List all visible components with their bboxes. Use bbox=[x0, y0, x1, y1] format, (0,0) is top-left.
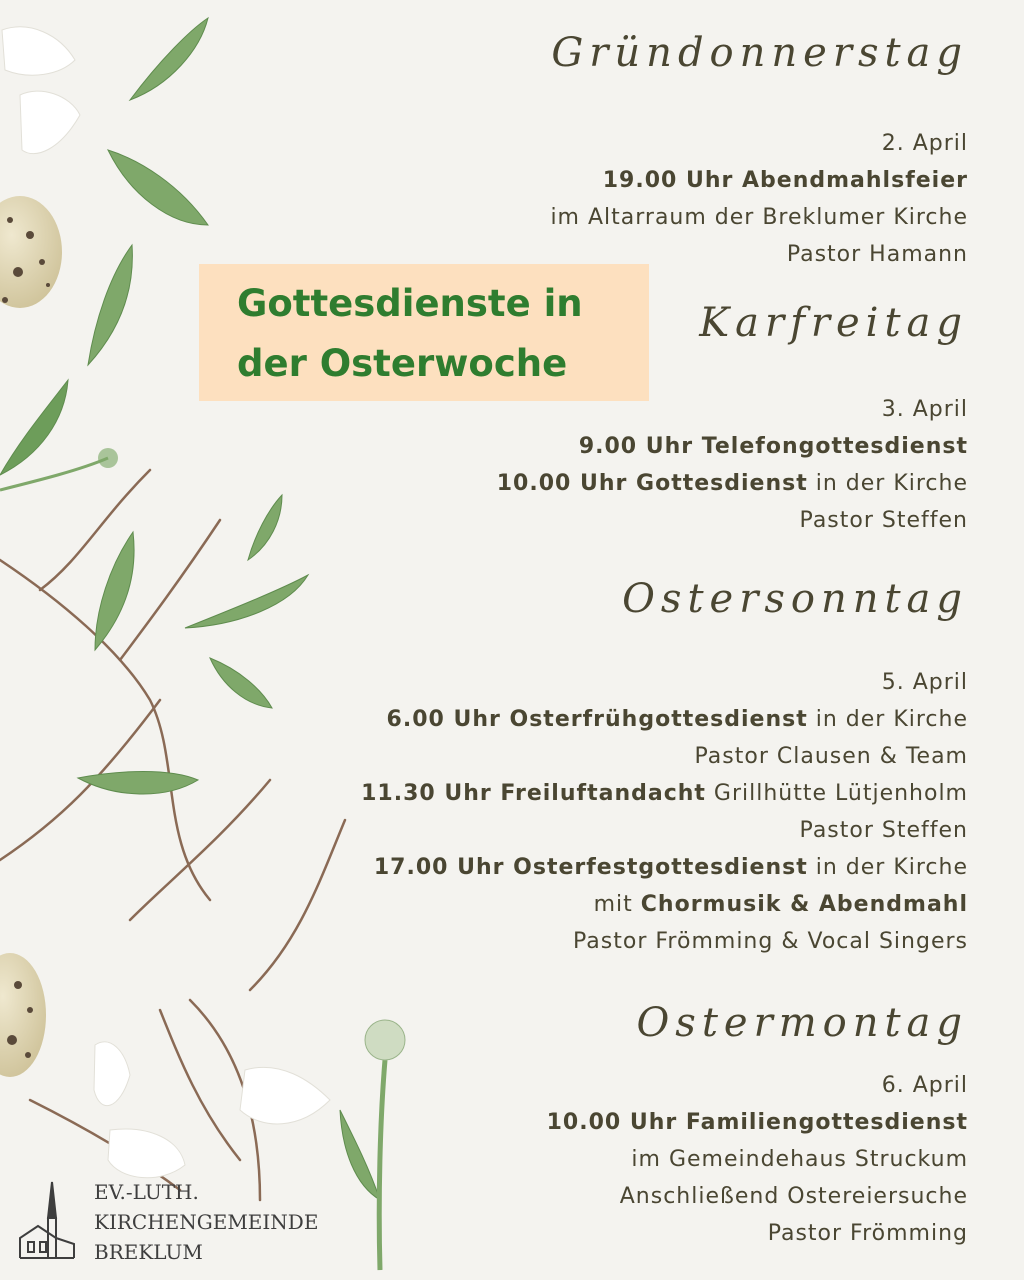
church-icon bbox=[18, 1178, 78, 1264]
date-karfreitag: 3. April bbox=[881, 397, 968, 422]
event-line: 10.00 Uhr Gottesdienst in der Kirche bbox=[496, 471, 968, 496]
event-line: Pastor Frömming bbox=[767, 1221, 968, 1246]
logo-line1: EV.-LUTH. bbox=[94, 1180, 199, 1204]
date-ostersonntag: 5. April bbox=[881, 670, 968, 695]
event-line: 10.00 Uhr Familiengottesdienst bbox=[546, 1110, 968, 1135]
event-line: 11.30 Uhr Freiluftandacht Grillhütte Lütjenholm bbox=[361, 781, 968, 806]
event-line: Pastor Steffen bbox=[799, 508, 968, 533]
event-line: im Gemeindehaus Struckum bbox=[631, 1147, 968, 1172]
event-line: 6.00 Uhr Osterfrühgottesdienst in der Kirche bbox=[386, 707, 968, 732]
event-line: Pastor Clausen & Team bbox=[694, 744, 968, 769]
event-line: mit Chormusik & Abendmahl bbox=[593, 892, 968, 917]
event-line: 9.00 Uhr Telefongottesdienst bbox=[578, 434, 968, 459]
eggshell-bottom-2 bbox=[94, 1042, 130, 1106]
eggshell-top bbox=[2, 27, 75, 75]
page-title-line2: der Osterwoche bbox=[237, 342, 568, 385]
day-heading-karfreitag: Karfreitag bbox=[699, 300, 968, 346]
title-box bbox=[199, 264, 649, 401]
quail-egg-bottom bbox=[0, 953, 46, 1077]
day-heading-ostermontag: Ostermontag bbox=[636, 1000, 968, 1046]
event-line: Pastor Steffen bbox=[799, 818, 968, 843]
event-line: Pastor Frömming & Vocal Singers bbox=[573, 929, 968, 954]
event-line: im Altarraum der Breklumer Kirche bbox=[550, 205, 968, 230]
date-gruendonnerstag: 2. April bbox=[881, 131, 968, 156]
event-line: 19.00 Uhr Abendmahlsfeier bbox=[602, 168, 968, 193]
eggshell-top-2 bbox=[20, 91, 80, 154]
logo-line3: BREKLUM bbox=[94, 1240, 203, 1264]
day-heading-gruendonnerstag: Gründonnerstag bbox=[551, 30, 968, 76]
page-title-line1: Gottesdienste in bbox=[237, 282, 583, 325]
eggshell-bottom-3 bbox=[108, 1129, 185, 1178]
logo-line2: KIRCHENGEMEINDE bbox=[94, 1210, 319, 1234]
event-line: 17.00 Uhr Osterfestgottesdienst in der Kirche bbox=[373, 855, 968, 880]
event-line: Pastor Hamann bbox=[786, 242, 968, 267]
church-logo bbox=[18, 1178, 318, 1264]
event-line: Anschließend Ostereiersuche bbox=[619, 1184, 968, 1209]
quail-egg-top bbox=[0, 196, 62, 308]
date-ostermontag: 6. April bbox=[881, 1073, 968, 1098]
eggshell-bottom bbox=[240, 1067, 330, 1124]
day-heading-ostersonntag: Ostersonntag bbox=[622, 576, 968, 622]
